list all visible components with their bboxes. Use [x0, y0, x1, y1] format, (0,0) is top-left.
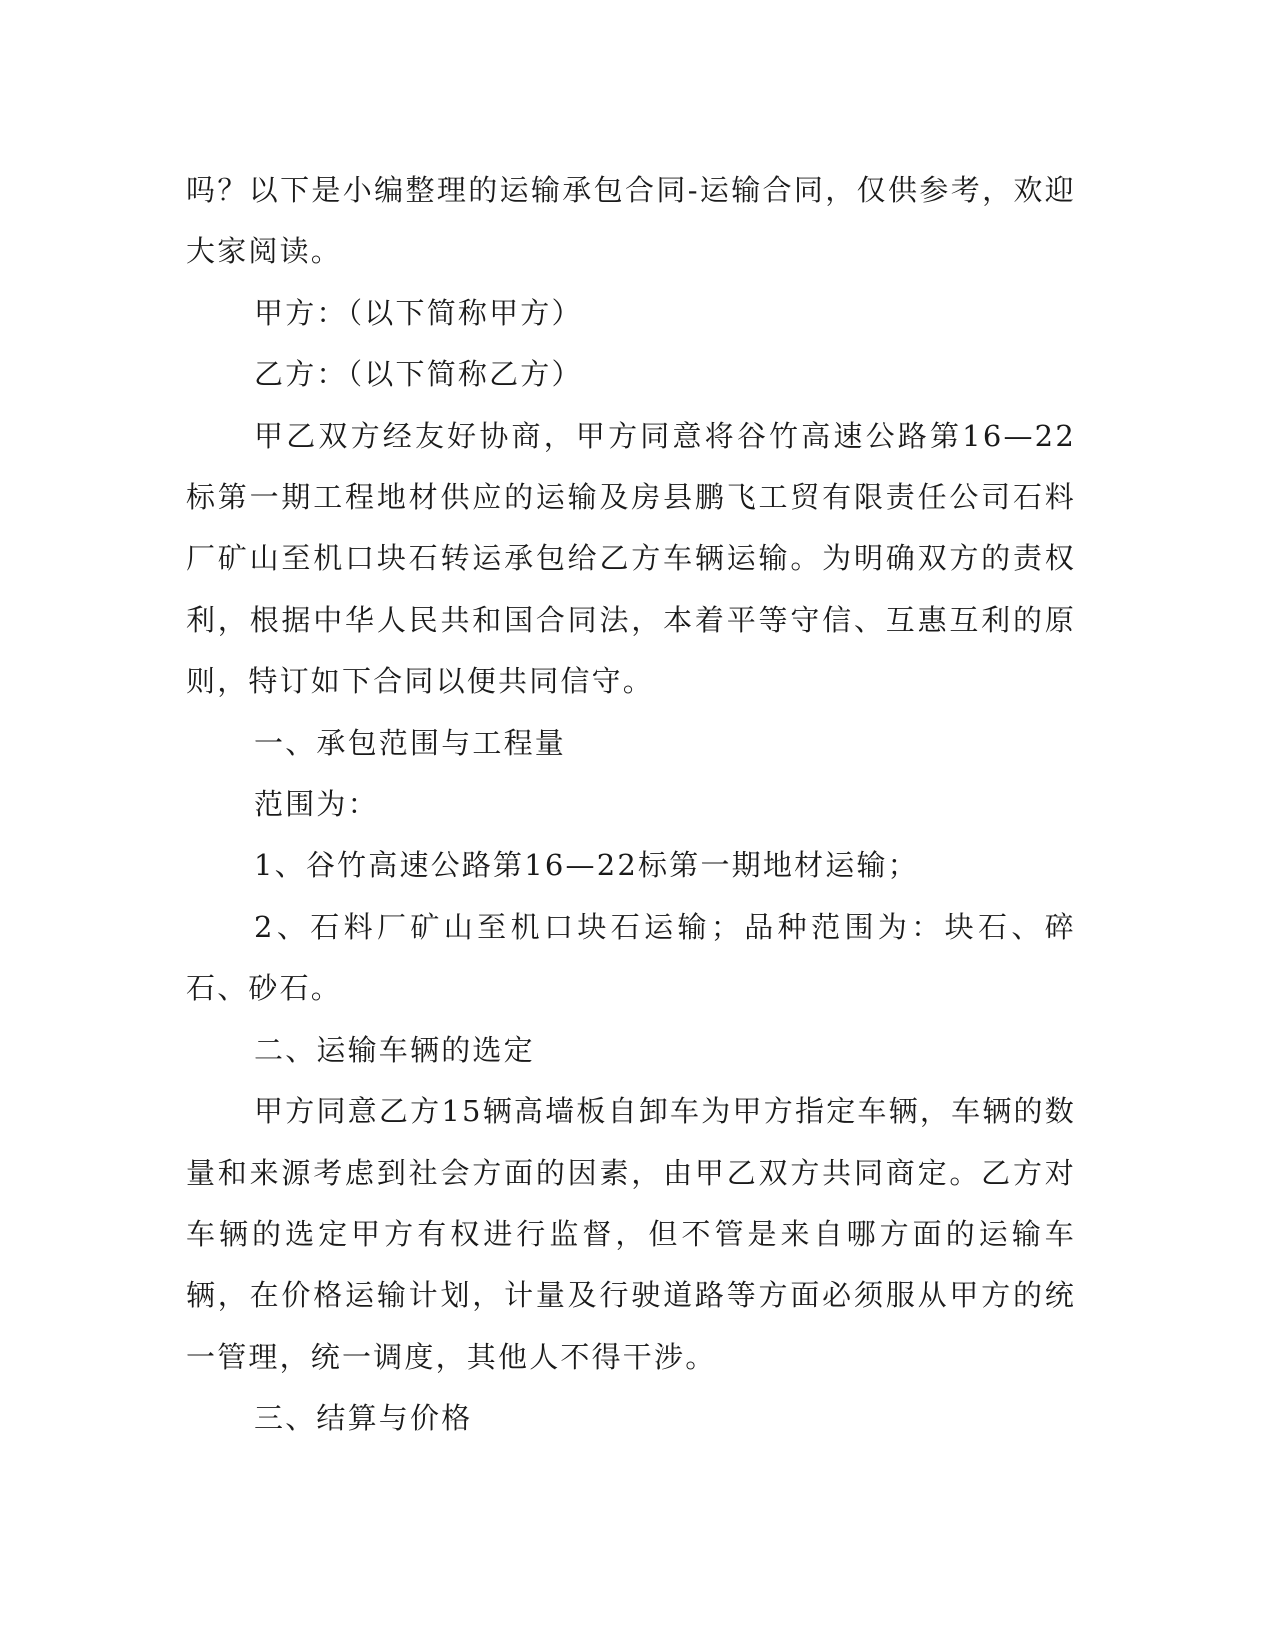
preamble-paragraph: 甲乙双方经友好协商，甲方同意将谷竹高速公路第16—22标第一期工程地材供应的运输及房县鹏飞工贸有限责任公司石料厂矿山至机口块石转运承包给乙方车辆运输。为明确双方的责权利，根据中华人民共和国合同法，本着平等守信、互惠互利的原则，特订如下合同以便共同信守。	[186, 418, 1076, 699]
section-heading: 一、承包范围与工程量	[254, 725, 567, 760]
party-b-line: 乙方：（以下简称乙方）	[254, 357, 583, 392]
section-body-paragraph: 甲方同意乙方15辆高墙板自卸车为甲方指定车辆，车辆的数量和来源考虑到社会方面的因素，由甲乙双方共同商定。乙方对车辆的选定甲方有权进行监督，但不管是来自哪方面的运输车辆，在价格运输计划，计量及行驶道路等方面必须服从甲方的统一管理，统一调度，其他人不得干涉。	[186, 1094, 1076, 1374]
intro-paragraph: 吗？以下是小编整理的运输承包合同-运输合同，仅供参考，欢迎大家阅读。	[186, 173, 1076, 269]
section-heading: 二、运输车辆的选定	[254, 1032, 535, 1067]
scope-label: 范围为：	[254, 787, 379, 822]
party-a-line: 甲方：（以下简称甲方）	[254, 295, 583, 330]
section-heading: 三、结算与价格	[254, 1401, 473, 1436]
document-body	[186, 160, 1076, 1450]
scope-item: 1、谷竹高速公路第16—22标第一期地材运输；	[254, 848, 919, 883]
scope-item: 2、石料厂矿山至机口块石运输；品种范围为：块石、碎石、砂石。	[186, 909, 1076, 1006]
